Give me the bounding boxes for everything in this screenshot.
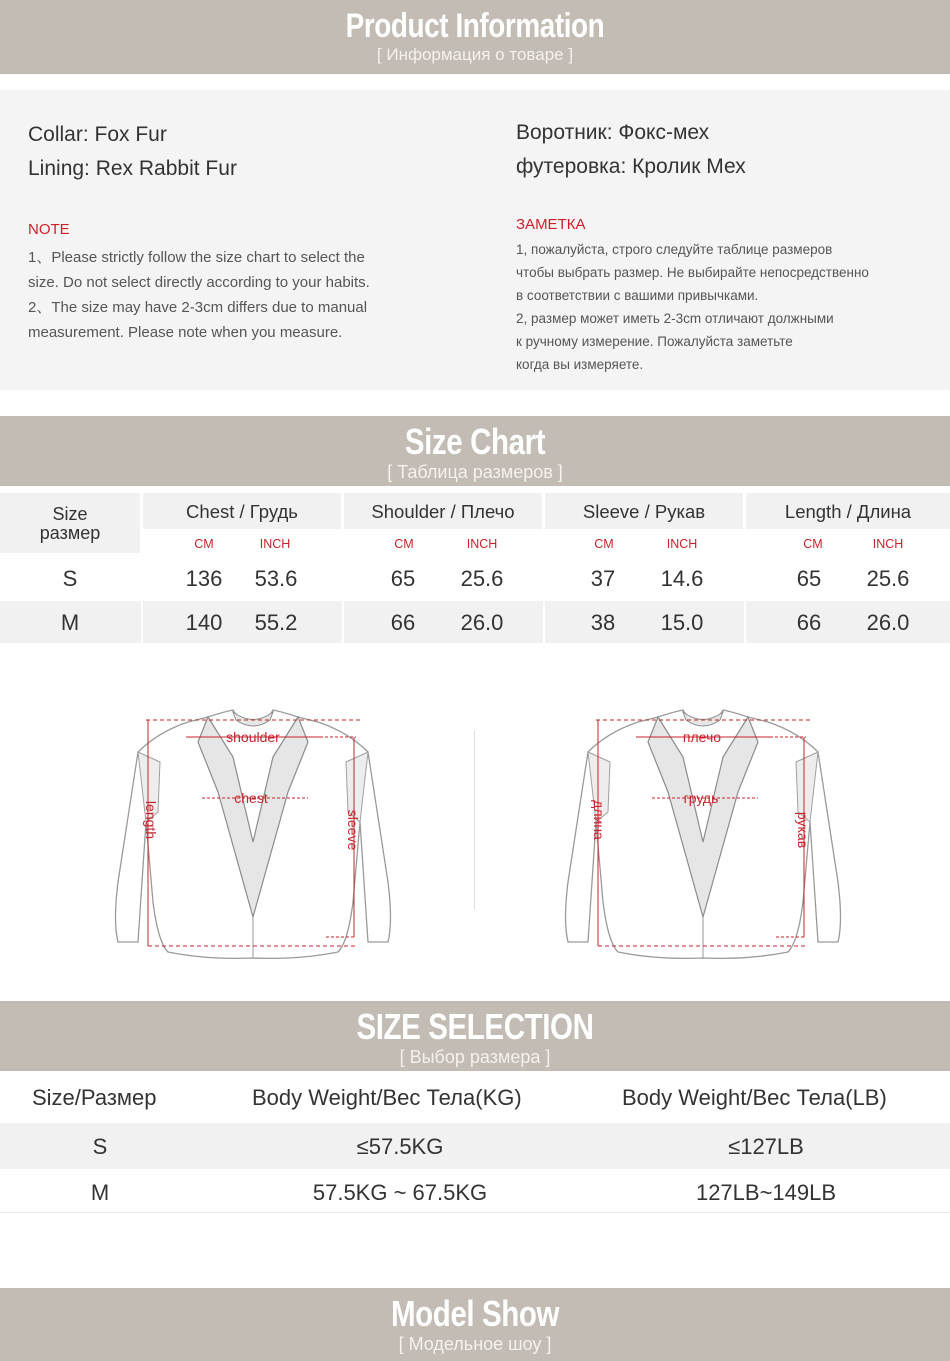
value-cell: 25.6 — [866, 566, 910, 591]
value-cell: 55.2 — [254, 610, 298, 635]
weight-kg-header: Body Weight/Вес Тела(KG) — [252, 1085, 522, 1110]
measurement-diagrams — [0, 690, 950, 960]
sleeve-column-header — [545, 493, 743, 553]
size-header: Size/Размер — [32, 1085, 157, 1110]
collar-spec: Collar: Fox Fur — [28, 123, 167, 146]
diagram-sleeve-label: sleeve — [345, 809, 361, 851]
value-cell: 26.0 — [866, 610, 910, 635]
banner-title: Model Show — [390, 1293, 560, 1334]
unit-inch: INCH — [666, 537, 698, 551]
value-cell: 140 — [185, 610, 223, 635]
value-cell: 37 — [590, 566, 616, 591]
size-selection-banner — [0, 1001, 950, 1071]
unit-inch: INCH — [259, 537, 291, 551]
value-cell: 65 — [796, 566, 822, 591]
banner-title: Product Information — [345, 7, 605, 45]
banner-subtitle: [ Модельное шоу ] — [398, 1334, 552, 1354]
value-cell: 26.0 — [460, 610, 504, 635]
note-line-ru: к ручному измерение. Пожалуйста заметьте — [516, 334, 793, 349]
size-cell: M — [90, 1180, 110, 1205]
note-line: 1、Please strictly follow the size chart to select the — [28, 249, 365, 266]
banner-title: Size Chart — [404, 421, 546, 462]
diagram-length-label-ru: длина — [591, 800, 607, 840]
diagram-chest-label: chest — [234, 790, 268, 806]
size-chart-header — [0, 491, 950, 553]
banner-title: SIZE SELECTION — [356, 1006, 594, 1047]
value-cell: 25.6 — [460, 566, 504, 591]
lining-spec-ru: футеровка: Кролик Мех — [516, 155, 746, 178]
diagram-divider — [474, 730, 475, 910]
value-cell: 65 — [390, 566, 416, 591]
model-show-banner — [0, 1288, 950, 1361]
length-column-header — [746, 493, 950, 553]
unit-cm: CM — [594, 537, 614, 551]
column-title: Chest / Грудь — [186, 501, 298, 522]
value-cell: 38 — [590, 610, 616, 635]
note-title: NOTE — [28, 221, 70, 238]
note-line: measurement. Please note when you measure. — [28, 324, 343, 341]
diagram-sleeve-label-ru: рукав — [795, 811, 811, 849]
unit-cm: CM — [803, 537, 823, 551]
banner-subtitle: [ Выбор размера ] — [399, 1047, 551, 1067]
value-cell: 14.6 — [660, 566, 704, 591]
banner-subtitle: [ Информация о товаре ] — [376, 45, 574, 64]
value-cell: 15.0 — [660, 610, 704, 635]
column-title: Shoulder / Плечо — [371, 501, 515, 522]
column-title: Sleeve / Рукав — [582, 501, 706, 522]
unit-inch: INCH — [466, 537, 498, 551]
column-title: Length / Длина — [784, 501, 912, 522]
value-cell: 66 — [796, 610, 822, 635]
diagram-shoulder-label: shoulder — [226, 729, 280, 745]
product-info-english — [28, 90, 448, 345]
size-label-ru: размер — [39, 523, 101, 543]
size-label-en: Size — [52, 504, 88, 524]
diagram-chest-label-ru: грудь — [683, 790, 719, 806]
measurement-diagram-svg — [0, 690, 950, 960]
size-chart-table — [0, 491, 950, 635]
product-info-russian — [516, 90, 936, 376]
weight-lb-header: Body Weight/Вес Тела(LB) — [622, 1085, 887, 1110]
table-row — [0, 1123, 950, 1169]
size-chart-banner — [0, 416, 950, 486]
unit-cm: CM — [194, 537, 214, 551]
chest-column-header — [143, 493, 341, 553]
size-cell: S — [92, 1134, 108, 1159]
value-cell: 66 — [390, 610, 416, 635]
weight-lb-cell: ≤127LB — [728, 1134, 804, 1159]
lining-spec: Lining: Rex Rabbit Fur — [28, 157, 237, 180]
note-line-ru: 2, размер может иметь 2-3cm отличают должными — [516, 311, 834, 326]
value-cell: 136 — [185, 566, 223, 591]
note-line: 2、The size may have 2-3cm differs due to manual — [28, 299, 368, 316]
note-line-ru: 1, пожалуйста, строго следуйте таблице размеров — [516, 242, 833, 257]
collar-spec-ru: Воротник: Фокс-мех — [516, 121, 710, 144]
weight-kg-cell: 57.5KG ~ 67.5KG — [312, 1180, 488, 1205]
note-line-ru: чтобы выбрать размер. Не выбирайте непосредственно — [516, 265, 869, 280]
note-line-ru: когда вы измеряете. — [516, 357, 644, 372]
product-info-panel — [0, 90, 950, 390]
note-title-ru: ЗАМЕТКА — [516, 216, 586, 233]
size-cell: M — [60, 610, 80, 635]
diagram-length-label: length — [143, 800, 159, 840]
shoulder-column-header — [344, 493, 542, 553]
value-cell: 53.6 — [254, 566, 298, 591]
weight-kg-cell: ≤57.5KG — [356, 1134, 444, 1159]
weight-lb-cell: 127LB~149LB — [695, 1180, 837, 1205]
size-cell: S — [62, 566, 78, 591]
unit-cm: CM — [394, 537, 414, 551]
unit-inch: INCH — [872, 537, 904, 551]
product-information-banner — [0, 0, 950, 74]
note-line-ru: в соответствии с вашими привычками. — [516, 288, 759, 303]
diagram-shoulder-label-ru: плечо — [682, 729, 722, 745]
size-column-header — [0, 493, 140, 553]
banner-subtitle: [ Таблица размеров ] — [387, 462, 563, 482]
note-line: size. Do not select directly according to your habits. — [28, 274, 370, 291]
table-row — [0, 1169, 950, 1215]
